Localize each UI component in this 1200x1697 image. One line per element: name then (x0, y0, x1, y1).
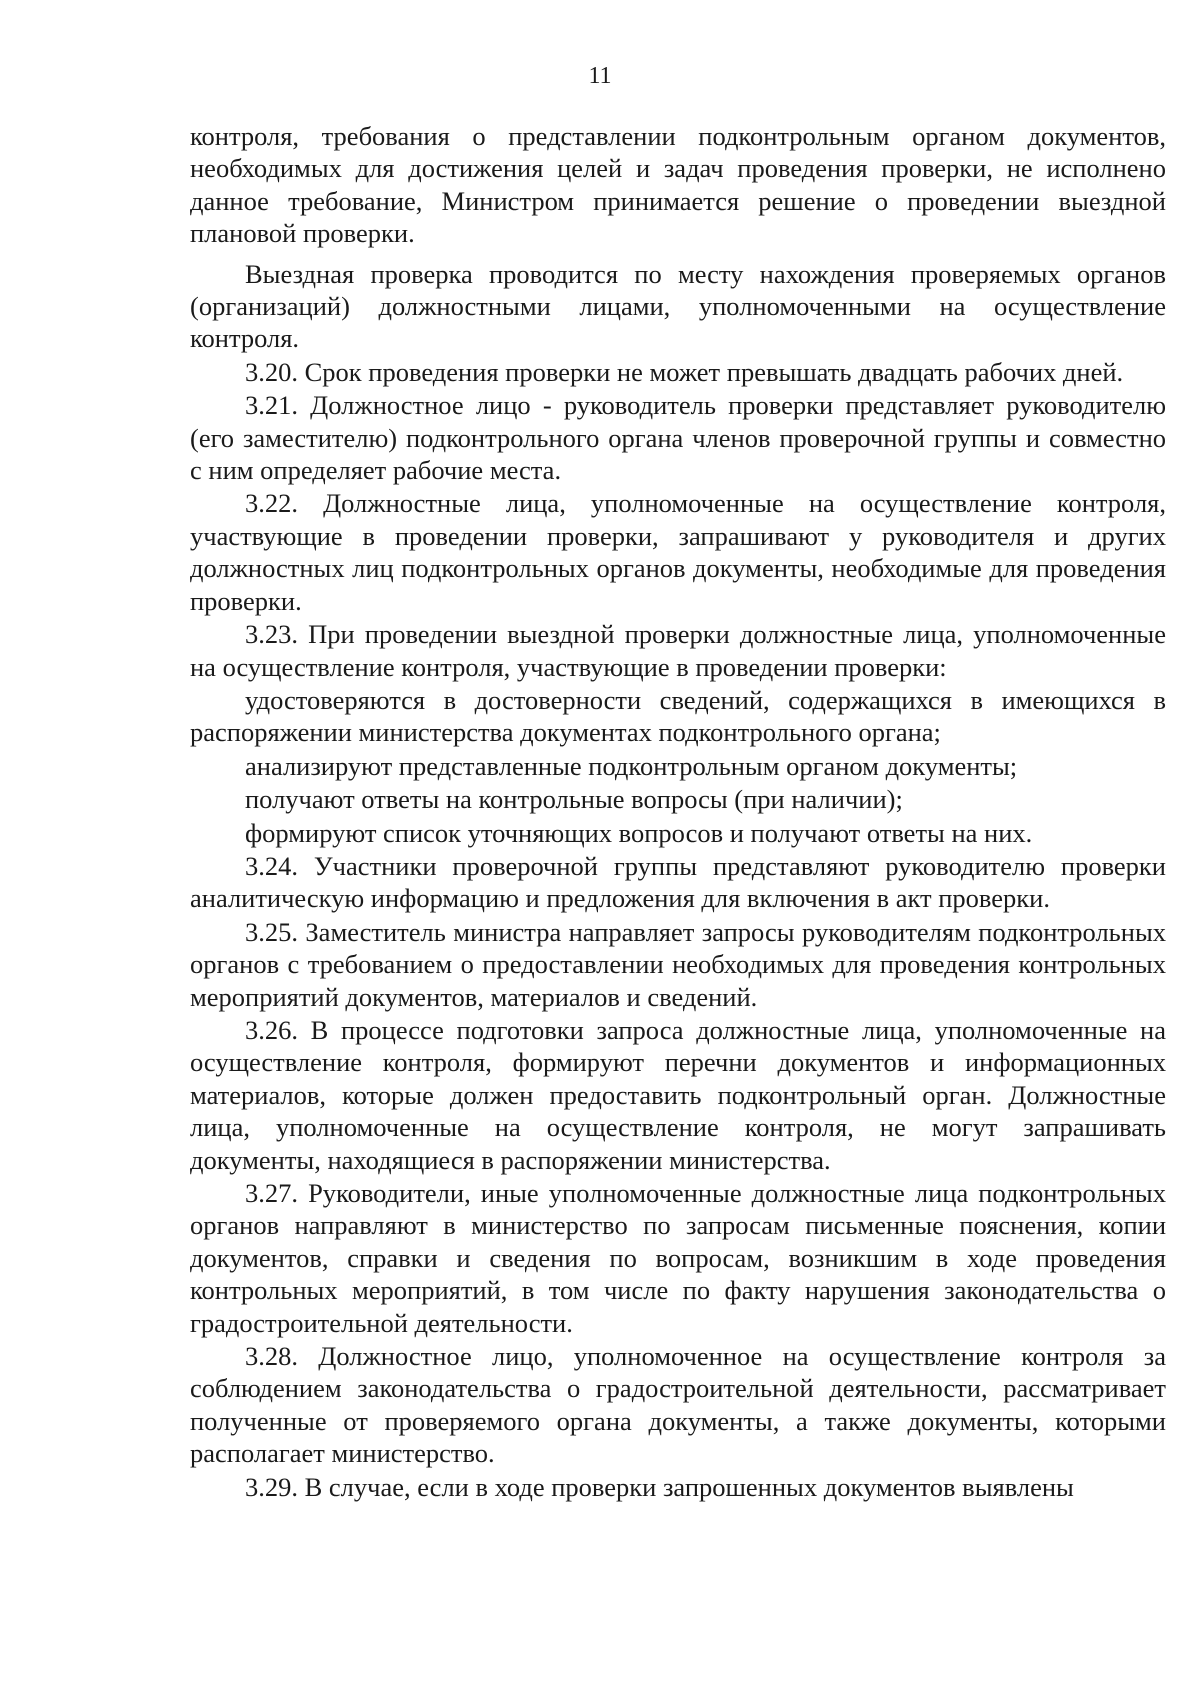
paragraph-3-26: 3.26. В процессе подготовки запроса должностные лица, уполномоченные на осуществление контроля, формируют перечни документов и информационных материалов, которые должен предоставить подконтрольный орган. Должностные лица, уполномоченные на осуществление контроля, не могут запрашивать документы, находящиеся в распоряжении министерства. (190, 1014, 1166, 1175)
document-body (190, 120, 1166, 1504)
paragraph-3-22: 3.22. Должностные лица, уполномоченные на осуществление контроля, участвующие в проведении проверки, запрашивают у руководителя и других должностных лиц подконтрольных органов документы, необходимые для проведения проверки. (190, 488, 1166, 616)
paragraph-onsite-inspection: Выездная проверка проводится по месту нахождения проверяемых органов (организаций) должностными лицами, уполномоченными на осуществление контроля. (190, 258, 1166, 354)
list-item-questions: формируют список уточняющих вопросов и получают ответы на них. (245, 817, 1033, 848)
list-item-verify: удостоверяются в достоверности сведений, содержащихся в имеющихся в распоряжении министерства документах подконтрольного органа; (190, 684, 1166, 748)
list-item-analyze: анализируют представленные подконтрольным органом документы; (245, 750, 1018, 781)
paragraph-3-20: 3.20. Срок проведения проверки не может превышать двадцать рабочих дней. (245, 356, 1124, 387)
paragraph-3-28: 3.28. Должностное лицо, уполномоченное на осуществление контроля за соблюдением законодательства о градостроительной деятельности, рассматривает полученные от проверяемого органа документы, а также документы, которыми располагает министерство. (190, 1341, 1166, 1469)
list-item-answers: получают ответы на контрольные вопросы (при наличии); (245, 784, 903, 815)
paragraph-3-25: 3.25. Заместитель министра направляет запросы руководителям подконтрольных органов с требованием о предоставлении необходимых для проведения контрольных мероприятий документов, материалов и сведений. (190, 916, 1166, 1012)
paragraph-3-24: 3.24. Участники проверочной группы представляют руководителю проверки аналитическую информацию и предложения для включения в акт проверки. (190, 850, 1166, 914)
paragraph-3-23: 3.23. При проведении выездной проверки должностные лица, уполномоченные на осуществление контроля, участвующие в проведении проверки: (190, 619, 1166, 682)
paragraph-3-27: 3.27. Руководители, иные уполномоченные должностные лица подконтрольных органов направляют в министерство по запросам письменные пояснения, копии документов, справки и сведения по вопросам, возникшим в ходе проведения контрольных мероприятий, в том числе по факту нарушения законодательства о градостроительной деятельности. (190, 1178, 1166, 1338)
paragraph-continuation: контроля, требования о представлении подконтрольным органом документов, необходимых для достижения целей и задач проведения проверки, не исполнено данное требование, Министром принимается решение о проведении выездной плановой проверки. (190, 121, 1166, 249)
paragraph-3-29: 3.29. В случае, если в ходе проверки запрошенных документов выявлены (245, 1471, 1074, 1502)
page-number: 11 (588, 63, 612, 89)
paragraph-3-21: 3.21. Должностное лицо - руководитель проверки представляет руководителю (его заместителю) подконтрольного органа членов проверочной группы и совместно с ним определяет рабочие места. (190, 390, 1166, 486)
